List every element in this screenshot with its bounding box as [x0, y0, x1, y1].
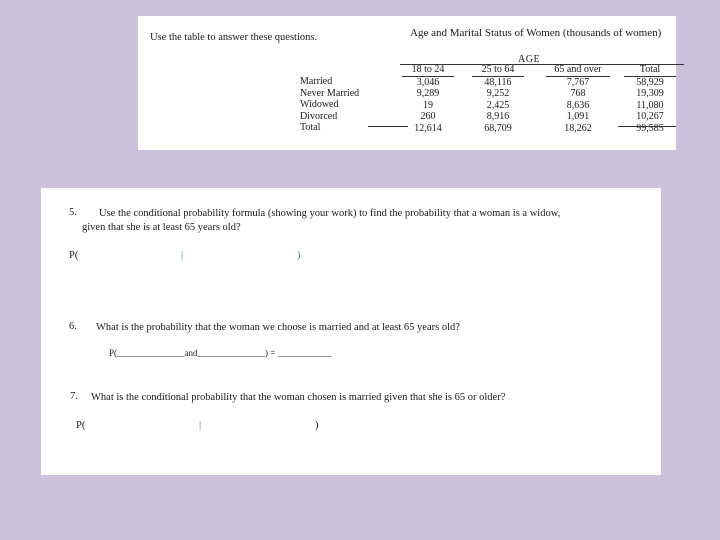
q6-p-open: P(: [109, 348, 118, 358]
column-header: 18 to 24: [402, 64, 454, 77]
age-header: AGE: [518, 54, 541, 65]
table-cell: 10,267: [636, 111, 664, 122]
q5-p-open: P(: [69, 250, 79, 261]
table-cell: 9,252: [486, 88, 510, 99]
column-header: 25 to 64: [472, 64, 524, 77]
table-cell: 768: [570, 88, 586, 99]
questions-panel: [41, 188, 661, 475]
table-cell: 48,116: [484, 76, 512, 88]
table-cell: 11,080: [636, 99, 664, 111]
table-cell: 99,585: [636, 122, 664, 134]
row-label: Total: [300, 122, 321, 133]
table-cell: 1,091: [566, 111, 590, 122]
row-label: Never Married: [300, 87, 360, 99]
question-7-text: What is the conditional probability that the woman chosen is married given that she is 65 or older?: [91, 392, 506, 403]
column-header: Total: [624, 64, 676, 77]
table-cell: 3,046: [416, 76, 440, 88]
question-5-text: Use the conditional probability formula (showing your work) to find the probability that a woman is a widow,: [99, 208, 561, 219]
q5-p-close: ): [297, 250, 301, 261]
q5-given-bar: |: [181, 250, 184, 261]
column-65-and-over: [546, 64, 610, 134]
table-cell: 68,709: [484, 122, 512, 134]
q6-blank-3[interactable]: ____________: [277, 348, 332, 358]
q7-p-open: P(: [76, 420, 86, 431]
q6-and: and: [184, 348, 198, 358]
q6-blank-2[interactable]: _______________: [197, 348, 266, 358]
table-cell: 2,425: [486, 99, 510, 111]
table-cell: 58,929: [636, 76, 664, 88]
table-panel: [138, 16, 676, 150]
table-cell: 9,289: [416, 88, 440, 99]
table-cell: 8,636: [566, 99, 590, 111]
table-title: Age and Marital Status of Women (thousands of women): [410, 27, 662, 39]
table-cell: 12,614: [414, 122, 442, 134]
q7-given-bar: |: [199, 420, 202, 431]
table-cell: 7,767: [566, 76, 590, 88]
question-5-number: 5.: [69, 207, 77, 218]
table-cell: 18,262: [564, 122, 592, 134]
q6-answer-line: [109, 348, 332, 358]
question-5-text-cont: given that she is at least 65 years old?: [82, 222, 241, 233]
table-cell: 19: [423, 99, 433, 111]
instruction-text: Use the table to answer these questions.: [150, 32, 318, 43]
divider: [618, 126, 676, 127]
q7-p-close: ): [315, 420, 319, 431]
table-cell: 19,309: [636, 88, 664, 99]
column-25-to-64: [472, 64, 524, 134]
q6-blank-1[interactable]: _______________: [117, 348, 185, 358]
question-6-number: 6.: [69, 321, 77, 332]
row-labels: [300, 76, 359, 134]
table-cell: 8,916: [486, 111, 510, 122]
table-cell: 260: [420, 111, 436, 122]
question-7-number: 7.: [70, 391, 78, 402]
row-label: Divorced: [300, 110, 338, 122]
question-6-text: What is the probability that the woman we choose is married and at least 65 years old?: [96, 322, 460, 333]
column-18-to-24: [402, 64, 454, 134]
row-label: Widowed: [300, 99, 339, 110]
row-label: Married: [300, 76, 333, 87]
divider: [368, 126, 408, 127]
column-total: [624, 64, 676, 134]
column-header: 65 and over: [546, 64, 610, 77]
q6-equals: ) =: [265, 348, 276, 358]
